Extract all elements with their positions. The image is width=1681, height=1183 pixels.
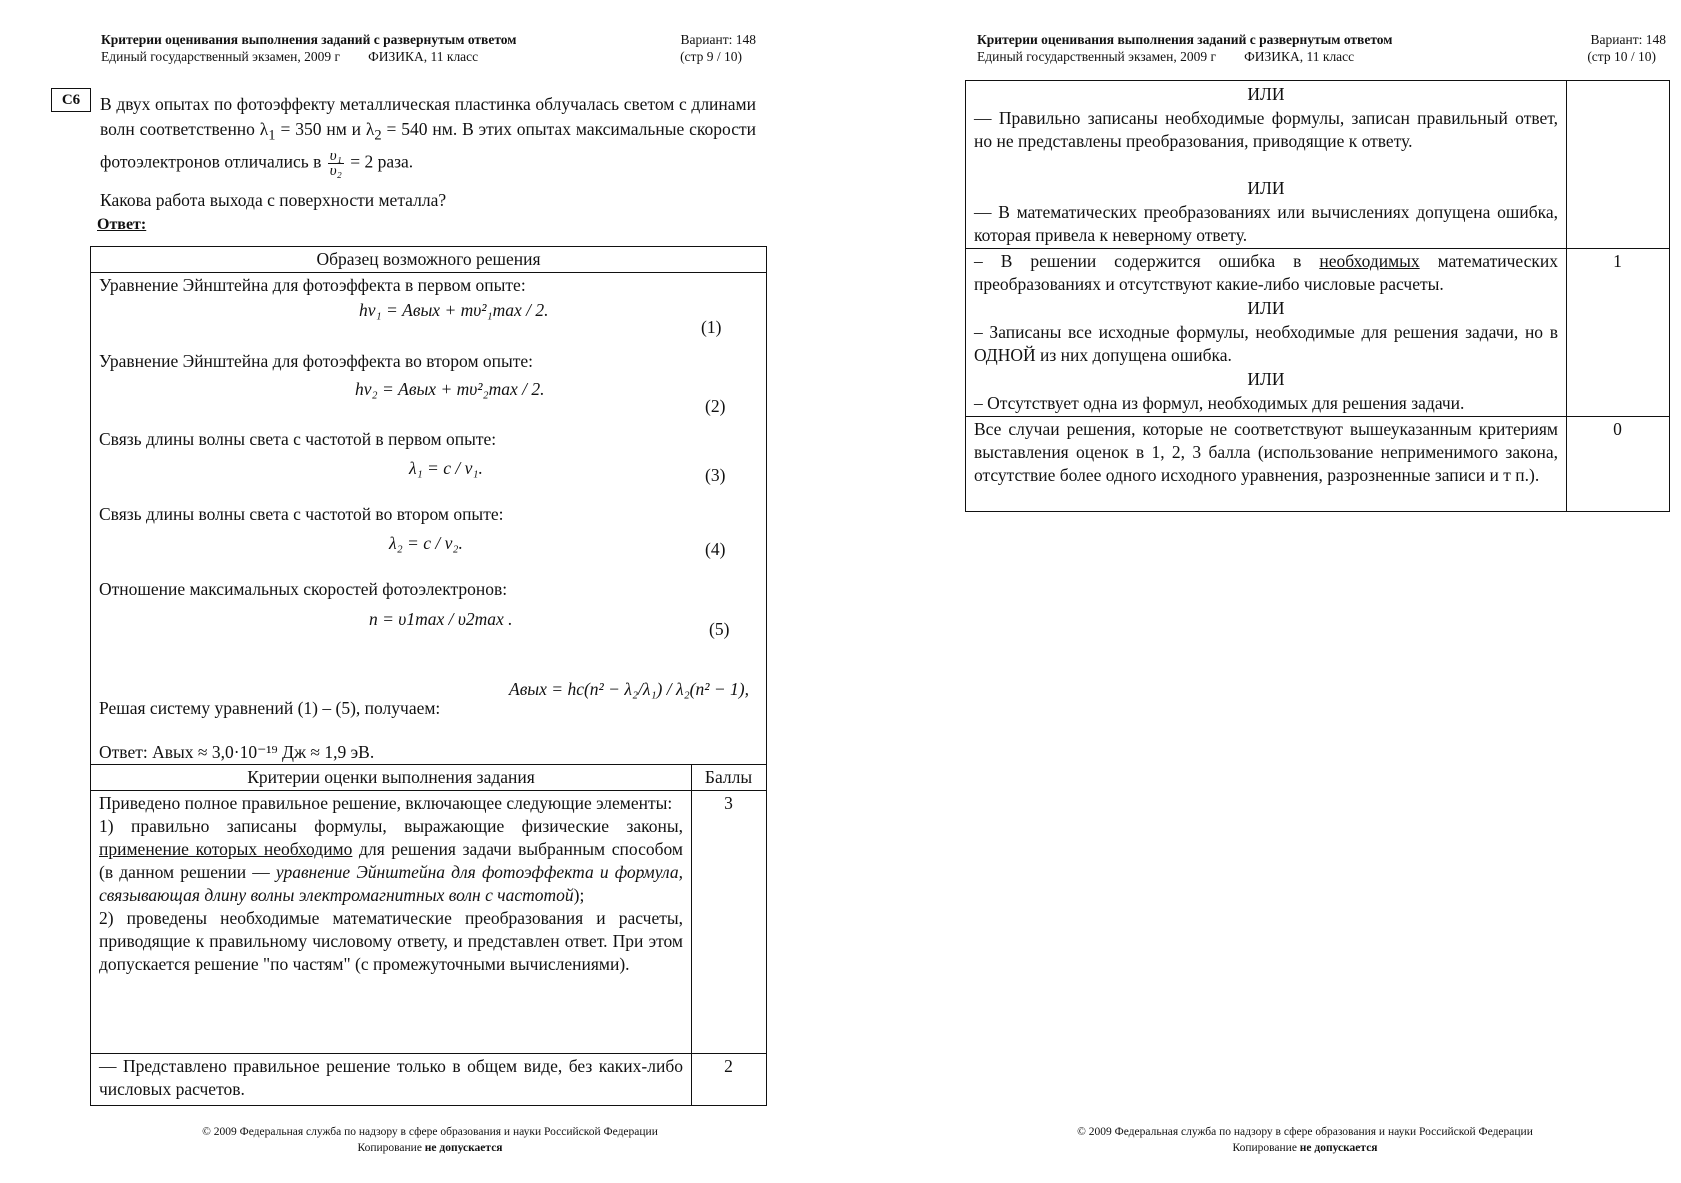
- page-footer: [975, 1124, 1635, 1156]
- criteria-text: 2) проведены необходимые математические преобразования и расчеты, приводящие к правильному числовому ответу, и представлен ответ. При этом допускается решение "по частям" (с промежуточными вычислениями).: [99, 908, 683, 974]
- right-page: [880, 0, 1681, 1183]
- velocity-ratio: [328, 149, 344, 178]
- solve-text: Решая систему уравнений (1) – (5), получаем:: [99, 698, 441, 718]
- task-sub: 1: [268, 127, 276, 144]
- step-2: Уравнение Эйнштейна для фотоэффекта во втором опыте:: [99, 351, 534, 371]
- ili-label: ИЛИ: [1247, 178, 1285, 198]
- criteria-row-2b: — Правильно записаны необходимые формулы, записан правильный ответ, но не представлены преобразования, приводящие к ответу.: [974, 108, 1558, 151]
- points-header: Баллы: [704, 767, 753, 787]
- criteria-row-2: — Представлено правильное решение только в общем виде, без каких-либо числовых расчетов.: [99, 1056, 683, 1099]
- equation-4: λ₂ = c / ν₂.: [389, 533, 463, 553]
- ratio-den: υ₂: [329, 162, 342, 179]
- task-text-part: В двух опытах по фотоэффекту металлическая пластинка облучалась светом с длинами волн соответственно λ: [100, 94, 756, 139]
- ratio-num: υ₁: [329, 147, 342, 164]
- header-subject: ФИЗИКА, 11 класс: [368, 49, 479, 64]
- ili-label: ИЛИ: [1247, 369, 1285, 389]
- header-exam: Единый государственный экзамен, 2009 г: [977, 49, 1217, 64]
- page-variant: [640, 31, 756, 65]
- criteria-row-0: Все случаи решения, которые не соответствуют вышеуказанным критериям выставления оценок в 1, 2, 3 балла (использование неприменимого закона, отсутствие более одного исходного уравнения, разрозненные записи и т п.).: [974, 419, 1558, 485]
- solution-heading: Образец возможного решения: [316, 249, 541, 269]
- copyright: © 2009 Федеральная служба по надзору в сфере образования и науки Российской Федерации: [1077, 1126, 1533, 1138]
- header-exam: Единый государственный экзамен, 2009 г: [101, 49, 341, 64]
- task-question: Какова работа выхода с поверхности металла?: [100, 190, 447, 210]
- solution-table: [90, 246, 767, 1106]
- header-title: Критерии оценивания выполнения заданий с развернутым ответом: [977, 32, 1393, 47]
- equation-5: n = υ1max / υ2max .: [369, 609, 513, 629]
- eq-number-1: (1): [701, 317, 722, 337]
- copy-note: Копирование: [357, 1142, 425, 1154]
- criteria-text: математических преобразованиях и отсутствуют какие-либо числовые расчеты.: [974, 251, 1559, 294]
- task-sub: 2: [374, 127, 382, 144]
- criteria-text: для решения задачи выбранным способом (в данном решении —: [99, 839, 683, 882]
- left-page: [0, 0, 840, 1183]
- points-1: 1: [1613, 251, 1622, 271]
- variant-label: Вариант: 148: [1590, 32, 1666, 47]
- task-text-part: = 540 нм. В этих опытах максимальные скорости фотоэлектронов отличались в: [100, 119, 756, 172]
- criteria-table-continued: [965, 80, 1670, 512]
- criteria-text: 1) правильно записаны формулы, выражающие физические законы,: [99, 816, 683, 836]
- equation-6: Aвых = hc(n² − λ₂/λ₁) / λ₂(n² − 1),: [509, 679, 749, 699]
- criteria-row-2c: — В математических преобразованиях или вычислениях допущена ошибка, которая привела к неверному ответу.: [974, 202, 1558, 245]
- copy-note: Копирование: [1232, 1142, 1300, 1154]
- step-5: Отношение максимальных скоростей фотоэлектронов:: [99, 579, 508, 599]
- header-subject: ФИЗИКА, 11 класс: [1244, 49, 1355, 64]
- eq-number-5: (5): [709, 619, 730, 639]
- final-answer: Ответ: Aвых ≈ 3,0·10⁻¹⁹ Дж ≈ 1,9 эВ.: [99, 742, 375, 762]
- criteria-header: Критерии оценки выполнения задания: [247, 767, 535, 787]
- points-3: 3: [724, 793, 733, 813]
- criteria-italic: уравнение Эйнштейна для фотоэффекта и формула, связывающая длину волны электромагнитных волн с частотой: [99, 862, 683, 905]
- page-number: (стр 10 / 10): [1587, 49, 1656, 64]
- variant-label: Вариант: 148: [680, 32, 756, 47]
- points-2: 2: [724, 1056, 733, 1076]
- points-0: 0: [1613, 419, 1622, 439]
- step-3: Связь длины волны света с частотой в первом опыте:: [99, 429, 497, 449]
- eq-number-3: (3): [705, 465, 726, 485]
- task-text-part: = 2 раза.: [345, 151, 414, 172]
- criteria-row-3: [99, 792, 683, 976]
- criteria-underlined: применение которых необходимо: [99, 839, 353, 859]
- copyright: © 2009 Федеральная служба по надзору в сфере образования и науки Российской Федерации: [202, 1126, 658, 1138]
- page-number: (стр 9 / 10): [680, 49, 742, 64]
- criteria-row-1b: – Записаны все исходные формулы, необходимые для решения задачи, но в ОДНОЙ из них допущена ошибка.: [974, 322, 1558, 365]
- step-4: Связь длины волны света с частотой во втором опыте:: [99, 504, 504, 524]
- equation-3: λ₁ = c / ν₁.: [409, 458, 483, 478]
- task-text: [100, 92, 756, 178]
- equation-2: hν₂ = Aвых + mυ²₂max / 2.: [355, 379, 545, 399]
- copy-note-bold: не допускается: [1299, 1142, 1378, 1154]
- step-1: Уравнение Эйнштейна для фотоэффекта в первом опыте:: [99, 275, 526, 295]
- equation-1: hν₁ = Aвых + mυ²₁max / 2.: [359, 300, 549, 320]
- copy-note-bold: не допускается: [424, 1142, 503, 1154]
- eq-number-4: (4): [705, 539, 726, 559]
- page-variant: [1520, 31, 1666, 65]
- criteria-text: Приведено полное правильное решение, включающее следующие элементы:: [99, 793, 673, 813]
- header-title: Критерии оценивания выполнения заданий с развернутым ответом: [101, 32, 517, 47]
- criteria-text: );: [573, 885, 585, 905]
- criteria-underlined: необходимых: [1319, 251, 1420, 271]
- task-text-part: = 350 нм и λ: [275, 119, 375, 139]
- ili-label: ИЛИ: [1247, 298, 1285, 318]
- answer-label: Ответ:: [97, 216, 147, 233]
- page-header: [101, 31, 516, 65]
- ili-label: ИЛИ: [1247, 84, 1285, 104]
- page-header: [977, 31, 1392, 65]
- page-footer: [100, 1124, 760, 1156]
- eq-number-2: (2): [705, 396, 726, 416]
- criteria-row-1c: – Отсутствует одна из формул, необходимых для решения задачи.: [974, 393, 1465, 413]
- criteria-text: – В решении содержится ошибка в: [974, 251, 1320, 271]
- task-label: С6: [51, 88, 91, 112]
- criteria-row-1a: [974, 250, 1558, 296]
